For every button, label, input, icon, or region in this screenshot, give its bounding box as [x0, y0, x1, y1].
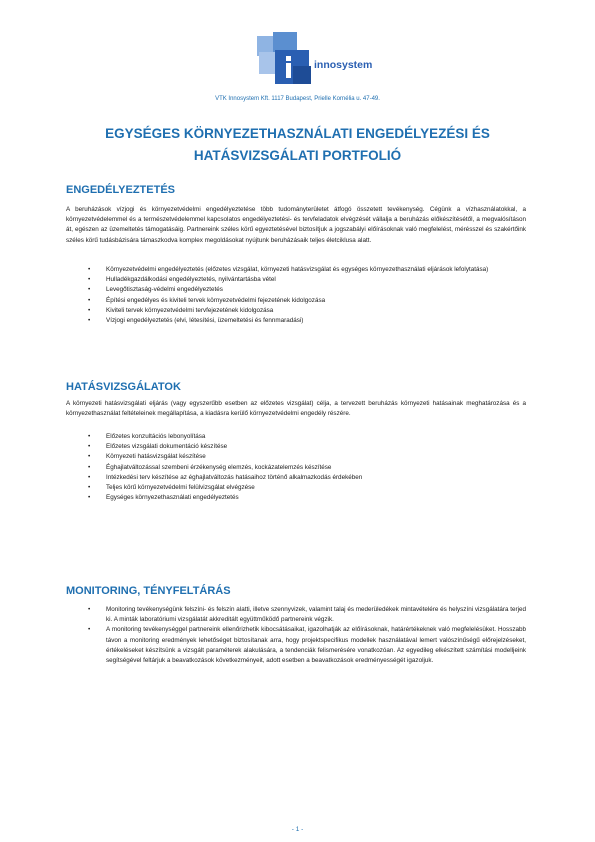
bullet-icon: •	[88, 443, 91, 451]
list-item: • Levegőtisztaság-védelmi engedélyeztetés	[88, 285, 526, 295]
bullet-icon: •	[88, 266, 91, 273]
logo-text: innosystem	[314, 59, 373, 71]
company-logo	[255, 30, 395, 95]
list-item: • Intézkedési terv készítése az éghajlatváltozás hatásaihoz történő alkalmazkodás érdekében	[88, 473, 526, 483]
bullet-icon: •	[88, 286, 91, 294]
bullet-icon: •	[88, 626, 91, 634]
bullet-icon: •	[88, 276, 91, 284]
page-title	[60, 123, 535, 167]
list-item: • Teljes körű környezetvédelmi felülvizsgálat elvégzése	[88, 483, 526, 493]
page-number: - 1 -	[291, 826, 304, 833]
bullet-icon: •	[88, 473, 91, 481]
list-item: • Vízjogi engedélyeztetés (elvi, létesítési, üzemeltetési és fennmaradási)	[88, 316, 526, 326]
title-line-2: HATÁSVIZSGÁLATI PORTFOLIÓ	[193, 148, 402, 163]
list-item: • A monitoring tevékenységgel partnereink ellenőrizhetik kibocsátásaikat, igazolhatják az előírásoknak, határértékeknek való megfelelésüket. Hosszabb távon a monitoring eredmények lehetőséget biztosítanak arra, hogy projektspecifikus modellek használatával lemert valószínűségű előrejelzéseket, értékeléseket készítsünk a vizsgált paraméterek alakulására, a tendenciák felismerésére vonatkozóan. Az egyedileg elkészített számítási modelljeink segítségével feltárjuk a beavatkozások következményeit, adott esetben a beavatkozások eredményességét igazoljuk.	[88, 626, 526, 665]
bullet-icon: •	[88, 453, 91, 461]
section-heading-hatasvizsgalatok: HATÁSVIZSGÁLATOK	[66, 381, 181, 393]
section-heading-monitoring: MONITORING, TÉNYFELTÁRÁS	[66, 585, 231, 597]
section-paragraph-hatasvizsgalatok: A környezeti hatásvizsgálati eljárás (vagy egyszerűbb esetben az előzetes vizsgálat) célja, a tervezett beruházás környezeti hatásainak meghatározása és a környezethasználat feltételeinek megállapítása, a kiadásra kerülő környezetvédelmi engedély részére.	[66, 400, 526, 418]
company-address: VTK Innosystem Kft. 1117 Budapest, Prielle Kornélia u. 47-49.	[215, 96, 380, 102]
list-item: • Előzetes konzultációs lebonyolítása	[88, 432, 526, 442]
list-item: • Környezeti hatásvizsgálat készítése	[88, 452, 526, 462]
bullet-icon: •	[88, 317, 91, 325]
list-item: • Hulladékgazdálkodási engedélyeztetés, nyilvántartásba vétel	[88, 275, 526, 285]
bullet-icon: •	[88, 433, 91, 440]
list-item: • Kiviteli tervek környezetvédelmi tervfejezetének kidolgozása	[88, 306, 526, 316]
bullet-icon: •	[88, 494, 91, 502]
bullet-icon: •	[88, 296, 91, 304]
section-heading-engedelyeztetes: ENGEDÉLYEZTETÉS	[66, 184, 176, 196]
title-line-1: EGYSÉGES KÖRNYEZETHASZNÁLATI ENGEDÉLYEZÉSI ÉS	[105, 126, 490, 141]
bullet-list-engedelyeztetes	[88, 265, 526, 326]
section-paragraph-engedelyeztetes: A beruházások vízjogi és környezetvédelmi engedélyeztetése több tudományterületet átfogó összetett tevékenység. Cégünk a vízhasználatokkal, a környezetvédelemmel és a természetvédelemmel kapcsolatos engedélyeztetési- és tervfeladatok elvégzését vállalja a beruházás előkészítésétől, a megvalósításon át, egészen az üzemeltetés támogatásáig. Partnereink széles körű egyeztetésével biztosítjuk a jogszabályi előírásoknak való megfelelést, mérésszel és szakértőink széles körű tudásbázisára támaszkodva komplex megoldásokat nyújtunk beruházásaik teljes életciklusa alatt.	[66, 206, 526, 244]
list-item: • Éghajlatváltozással szembeni érzékenység elemzés, kockázatelemzés készítése	[88, 463, 526, 473]
bullet-icon: •	[88, 606, 91, 613]
bullet-list-monitoring	[88, 605, 526, 666]
bullet-icon: •	[88, 306, 91, 314]
bullet-list-hatasvizsgalatok	[88, 432, 526, 503]
bullet-icon: •	[88, 484, 91, 492]
list-item: • Előzetes vizsgálati dokumentáció készítése	[88, 442, 526, 452]
list-item: • Környezetvédelmi engedélyeztetés (előzetes vizsgálat, környezeti hatásvizsgálat és egységes környezethasználati eljárások lefolytatása)	[88, 265, 526, 275]
bullet-icon: •	[88, 463, 91, 471]
list-item: • Egységes környezethasználati engedélyeztetés	[88, 493, 526, 503]
list-item: • Építési engedélyes és kiviteli tervek környezetvédelmi fejezetének kidolgozása	[88, 296, 526, 306]
list-item: • Monitoring tevékenységünk felszíni- és felszín alatti, illetve szennyvizek, valamint talaj és mederüledékek mintavételére és helyszíni vizsgálatára terjed ki. A minták laboratóriumi vizsgálatát akkreditált együttműködő partnereink végzik.	[88, 606, 526, 624]
